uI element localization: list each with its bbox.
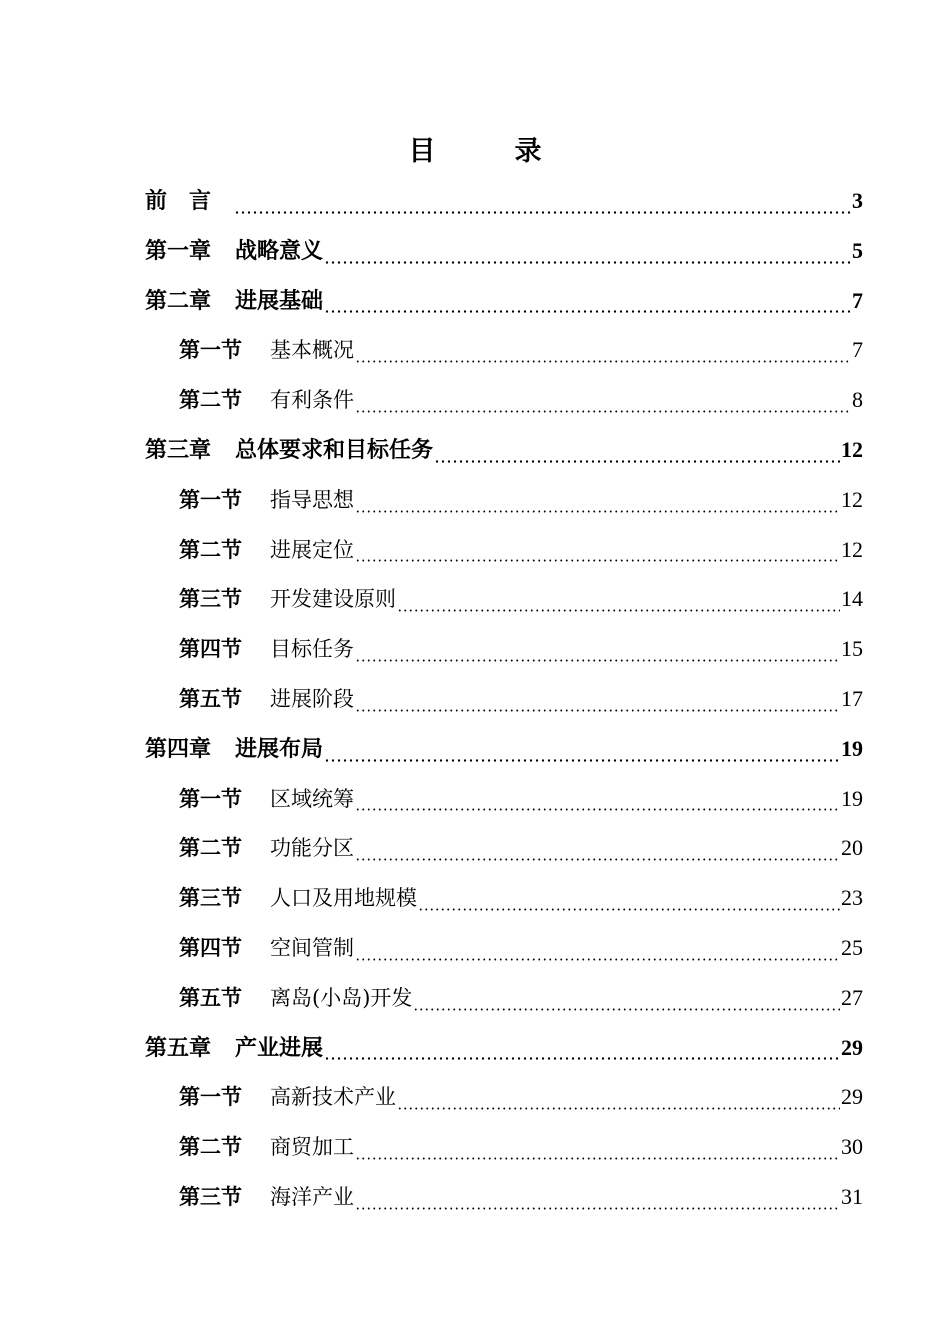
toc-entry-label xyxy=(179,327,354,373)
toc-title: 目 录 xyxy=(408,136,568,167)
toc-page-number: 29 xyxy=(841,1034,863,1060)
toc-entry-chapter[interactable] xyxy=(145,427,863,477)
toc-dot-leader xyxy=(355,559,840,563)
toc-entry-text: 进展布局 xyxy=(235,736,324,762)
toc-entry-section[interactable] xyxy=(145,925,863,975)
toc-dot-leader xyxy=(413,1008,840,1012)
toc-page-number: 27 xyxy=(841,984,863,1010)
toc-dot-leader xyxy=(397,1107,840,1111)
toc-page-number: 31 xyxy=(841,1183,863,1209)
toc-entry-label xyxy=(179,1174,354,1220)
toc-entry-chapter[interactable] xyxy=(145,228,863,278)
toc-dot-leader xyxy=(355,510,840,514)
toc-dot-leader xyxy=(355,410,851,414)
toc-entry-text: 产业进展 xyxy=(235,1035,324,1061)
toc-page-number: 14 xyxy=(841,586,863,612)
toc-entry-label xyxy=(145,1026,323,1072)
toc-entry-label xyxy=(179,527,354,573)
toc-entry-number: 第五节 xyxy=(179,686,242,711)
toc-entry-text: 进展定位 xyxy=(270,537,354,562)
toc-page-number: 5 xyxy=(852,237,863,263)
toc-entry-label xyxy=(179,875,417,921)
toc-entry-label xyxy=(179,825,354,871)
toc-entry-text: 进展基础 xyxy=(235,288,324,314)
toc-entry-text: 战略意义 xyxy=(235,238,324,264)
toc-page-number: 17 xyxy=(841,685,863,711)
toc-page-number: 29 xyxy=(841,1084,863,1110)
toc-entry-section[interactable] xyxy=(145,377,863,427)
toc-entry-number: 第三节 xyxy=(179,587,242,612)
toc-entry-label xyxy=(179,975,412,1021)
toc-entry-text: 有利条件 xyxy=(270,388,354,413)
toc-page-number: 20 xyxy=(841,835,863,861)
toc-entry-text: 功能分区 xyxy=(270,836,354,861)
toc-dot-leader xyxy=(355,659,840,663)
toc-entry-number: 第二节 xyxy=(179,537,242,562)
toc-entry-section[interactable] xyxy=(145,527,863,577)
toc-page-number: 23 xyxy=(841,885,863,911)
toc-entry-number: 第一节 xyxy=(179,1085,242,1110)
toc-entry-text: 进展阶段 xyxy=(270,686,354,711)
toc-page-number: 15 xyxy=(841,636,863,662)
toc-entry-label xyxy=(145,229,323,275)
toc-entry-label xyxy=(179,477,354,523)
toc-entry-text: 目标任务 xyxy=(270,637,354,662)
toc-entry-label xyxy=(145,279,323,325)
toc-entry-label xyxy=(179,925,354,971)
toc-entry-number: 第三节 xyxy=(179,1184,242,1209)
toc-page-number: 8 xyxy=(852,387,863,413)
toc-entry-number: 第四章 xyxy=(145,736,212,762)
toc-dot-leader xyxy=(324,261,851,265)
toc-entry-section[interactable] xyxy=(145,676,863,726)
toc-entry-label xyxy=(179,626,354,672)
toc-entry-section[interactable] xyxy=(145,576,863,626)
toc-entry-text: 海洋产业 xyxy=(270,1184,354,1209)
toc-entry-number: 第五节 xyxy=(179,985,242,1010)
toc-entry-text: 高新技术产业 xyxy=(270,1085,396,1110)
toc-entry-text: 总体要求和目标任务 xyxy=(235,437,434,463)
toc-entry-label xyxy=(179,377,354,423)
toc-entry-label xyxy=(179,576,396,622)
toc-dot-leader xyxy=(397,609,840,613)
toc-entry-text: 开发建设原则 xyxy=(270,587,396,612)
toc-page-number: 19 xyxy=(841,735,863,761)
toc-entry-label xyxy=(179,776,354,822)
toc-entry-number: 第一节 xyxy=(179,338,242,363)
toc-dot-leader xyxy=(355,808,840,812)
toc-dot-leader xyxy=(324,1057,840,1061)
toc-page-number: 25 xyxy=(841,934,863,960)
toc-entry-number: 第二节 xyxy=(179,836,242,861)
toc-entry-section[interactable] xyxy=(145,975,863,1025)
toc-dot-leader xyxy=(355,360,851,364)
toc-entry-text: 离岛(小岛)开发 xyxy=(270,985,413,1010)
toc-dot-leader xyxy=(355,958,840,962)
toc-entry-text: 人口及用地规模 xyxy=(270,886,417,911)
toc-page-number: 7 xyxy=(852,287,863,313)
toc-dot-leader xyxy=(434,460,840,464)
toc-entry-chapter[interactable] xyxy=(145,1025,863,1075)
toc-entry-chapter[interactable] xyxy=(145,278,863,328)
toc-entry-chapter[interactable] xyxy=(145,178,863,228)
toc-entry-number: 第三节 xyxy=(179,886,242,911)
toc-entry-number: 第四节 xyxy=(179,935,242,960)
toc-entry-number: 第四节 xyxy=(179,637,242,662)
toc-entry-text: 基本概况 xyxy=(270,338,354,363)
toc-dot-leader xyxy=(355,858,840,862)
toc-entry-section[interactable] xyxy=(145,776,863,826)
toc-entry-number: 前言 xyxy=(145,189,234,214)
toc-page-number: 3 xyxy=(852,188,863,213)
toc-entry-number: 第三章 xyxy=(145,437,212,463)
toc-dot-leader xyxy=(418,908,840,912)
toc-dot-leader xyxy=(324,759,840,763)
toc-entry-label xyxy=(145,179,233,225)
toc-entry-section[interactable] xyxy=(145,477,863,527)
toc-list xyxy=(145,178,863,1224)
toc-entry-section[interactable] xyxy=(145,1174,863,1224)
toc-entry-text: 商贸加工 xyxy=(270,1135,354,1160)
toc-entry-number: 第一节 xyxy=(179,786,242,811)
toc-dot-leader xyxy=(355,709,840,713)
toc-dot-leader xyxy=(234,211,851,215)
toc-entry-number: 第一章 xyxy=(145,238,212,264)
toc-entry-label xyxy=(145,727,323,773)
toc-entry-section[interactable] xyxy=(145,875,863,925)
toc-dot-leader xyxy=(324,310,851,314)
toc-entry-text: 空间管制 xyxy=(270,935,354,960)
toc-entry-label xyxy=(179,676,354,722)
toc-entry-section[interactable] xyxy=(145,825,863,875)
toc-entry-number: 第一节 xyxy=(179,487,242,512)
toc-entry-number: 第二节 xyxy=(179,388,242,413)
toc-entry-label xyxy=(145,428,433,474)
toc-entry-label xyxy=(179,1074,396,1120)
toc-entry-number: 第二节 xyxy=(179,1135,242,1160)
toc-page-number: 7 xyxy=(852,337,863,363)
toc-entry-label xyxy=(179,1124,354,1170)
toc-entry-text: 区域统筹 xyxy=(270,786,354,811)
toc-entry-section[interactable] xyxy=(145,327,863,377)
toc-entry-chapter[interactable] xyxy=(145,726,863,776)
toc-page-number: 30 xyxy=(841,1134,863,1160)
toc-page-number: 12 xyxy=(841,436,863,462)
toc-page-number: 19 xyxy=(841,785,863,811)
toc-entry-section[interactable] xyxy=(145,626,863,676)
toc-page-number: 12 xyxy=(841,486,863,512)
toc-entry-number: 第二章 xyxy=(145,288,212,314)
toc-entry-number: 第五章 xyxy=(145,1035,212,1061)
toc-entry-section[interactable] xyxy=(145,1124,863,1174)
toc-page-number: 12 xyxy=(841,536,863,562)
toc-dot-leader xyxy=(355,1207,840,1211)
toc-entry-section[interactable] xyxy=(145,1074,863,1124)
toc-entry-text: 指导思想 xyxy=(270,487,354,512)
toc-dot-leader xyxy=(355,1157,840,1161)
